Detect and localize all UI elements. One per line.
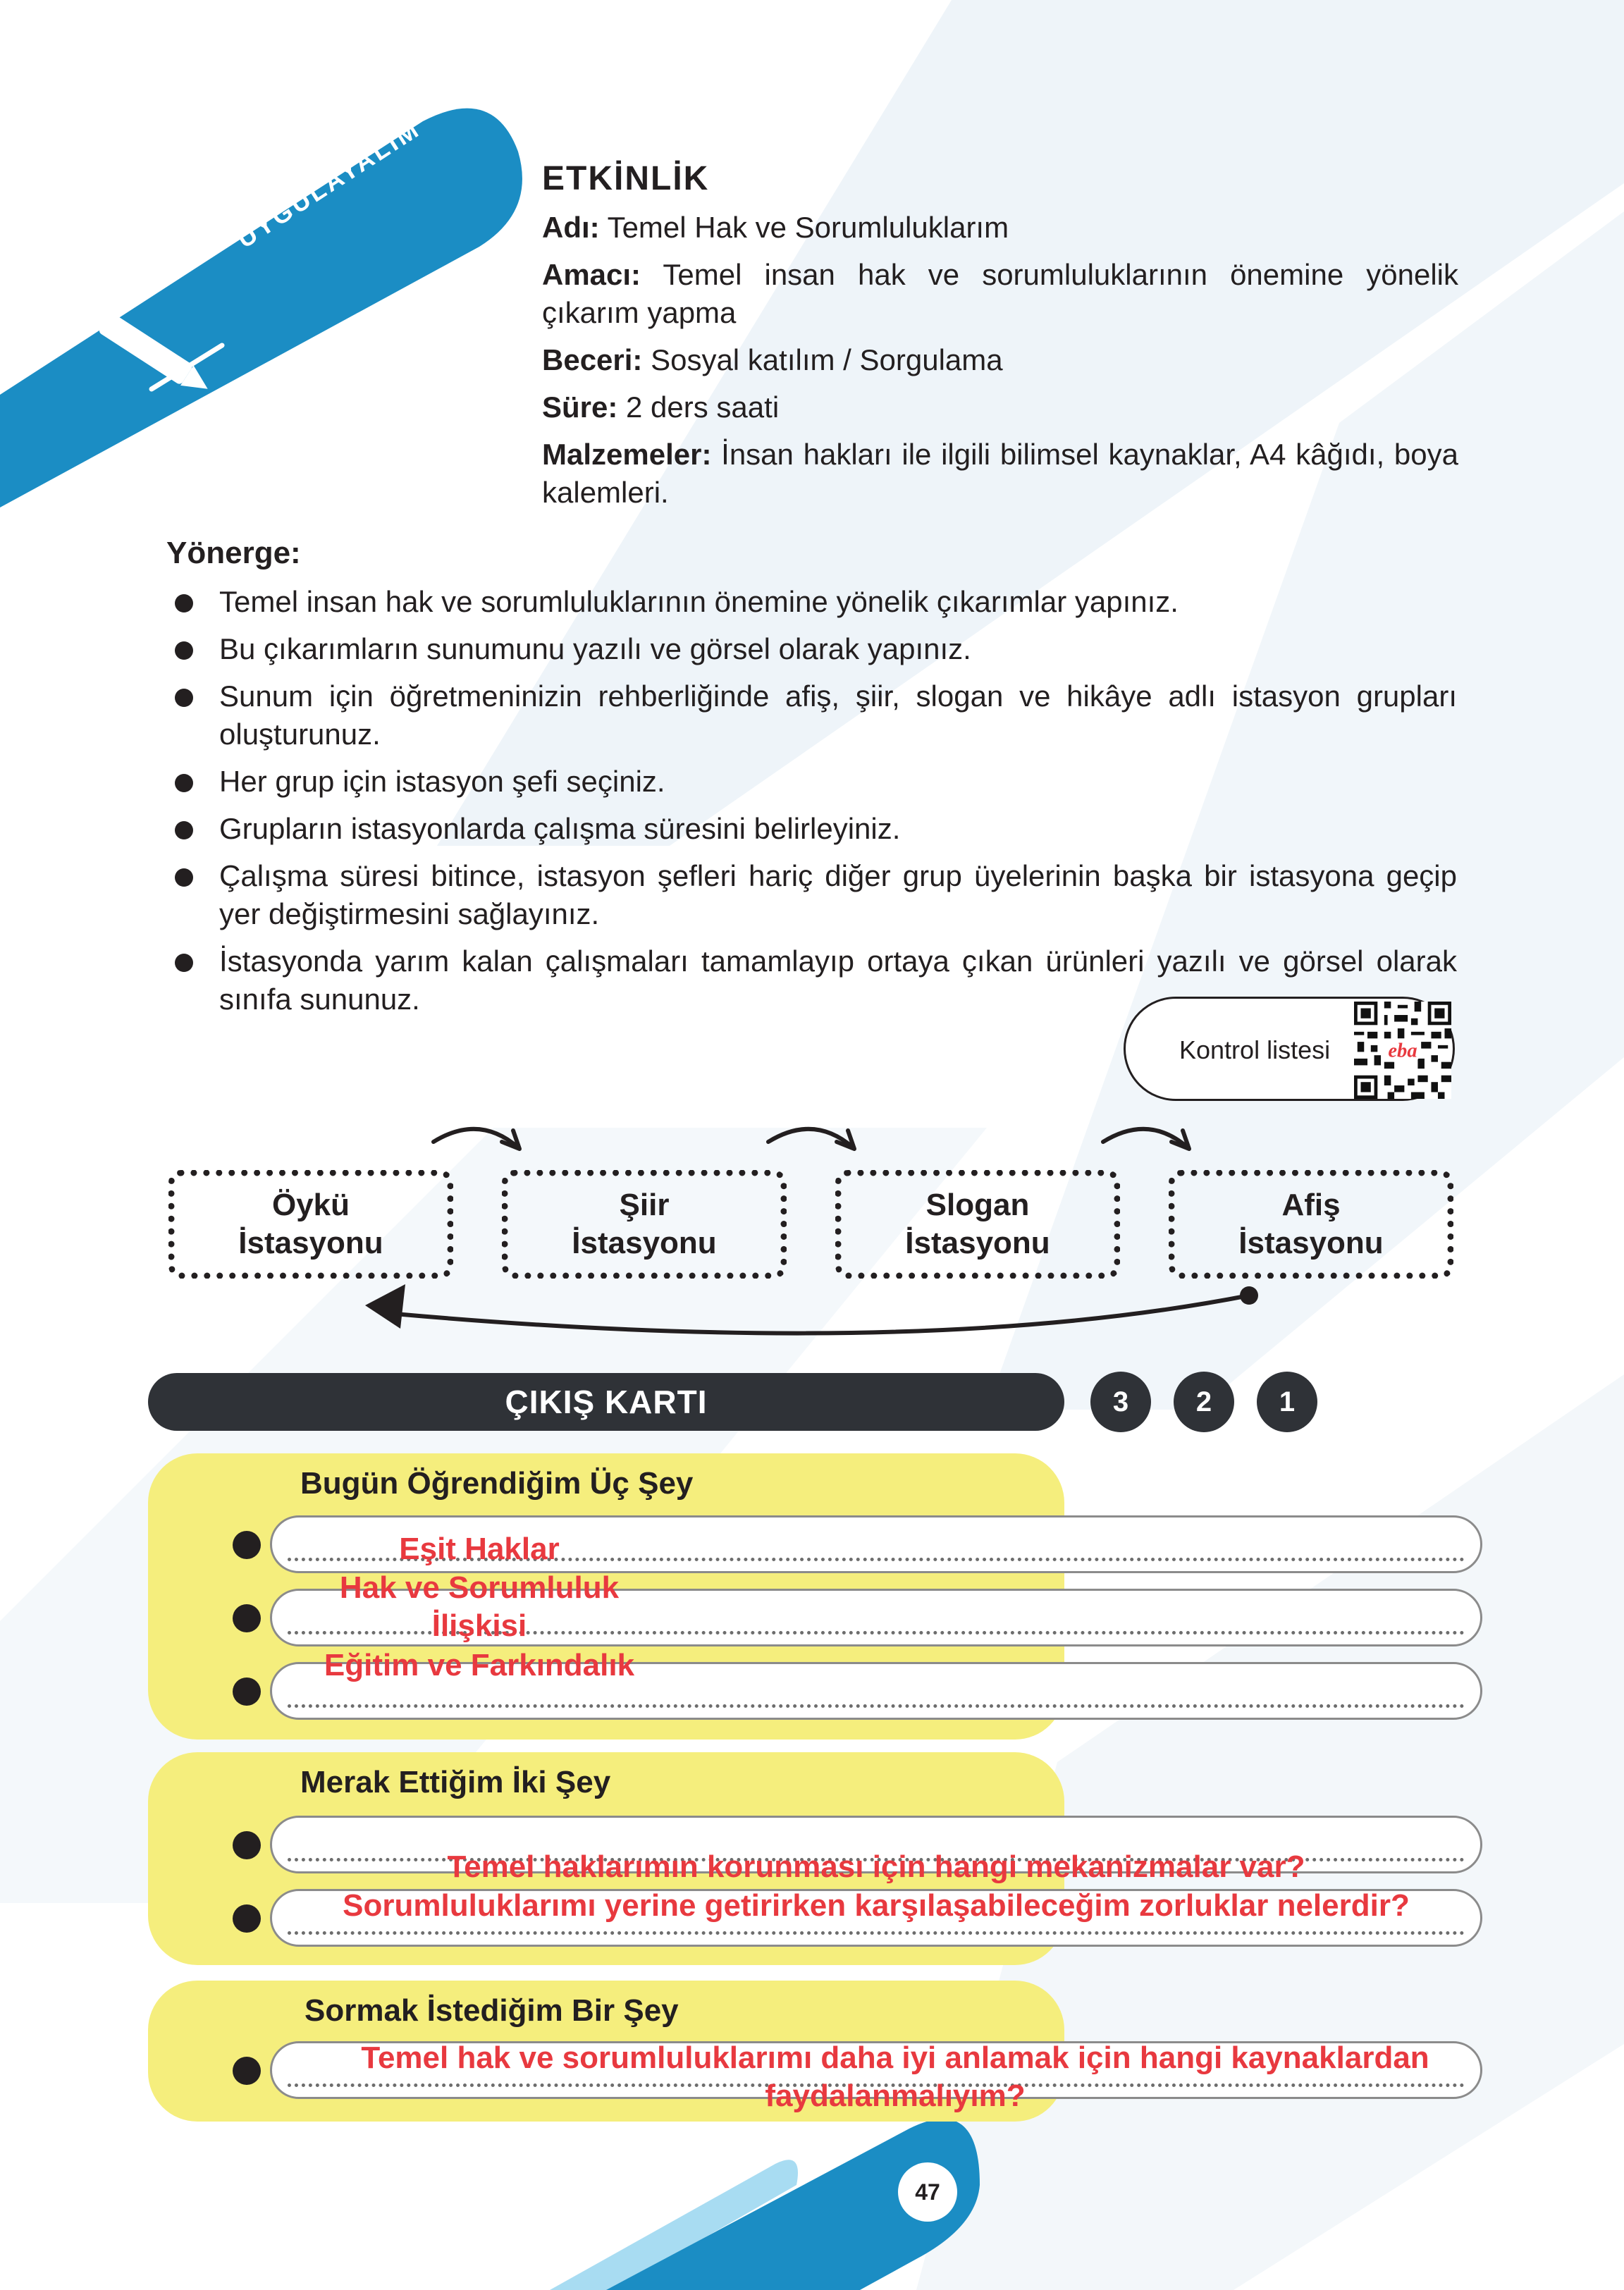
bullet-icon [175,868,193,887]
instructions-title: Yönerge: [166,536,301,570]
learned-title: Bugün Öğrendiğim Üç Şey [300,1466,694,1501]
instruction-item: Çalışma süresi bitince, istasyon şefleri hariç diğer grup üyelerinin başka bir istasyona geçip yer değiştirmesini sağlayınız. [219,859,1457,930]
bullet-icon [175,689,193,707]
activity-duration: Süre: 2 ders saati [542,390,780,424]
number-badge: 1 [1257,1372,1317,1432]
ask-answer: Temel hak ve sorumluluklarımı daha iyi anlamak için hangi kaynaklardan faydalanmalıyım? [361,2040,1429,2113]
curious-title: Merak Ettiğim İki Şey [300,1765,611,1799]
number-badge: 2 [1174,1372,1234,1432]
exit-card-title: ÇIKIŞ KARTI [148,1373,1064,1431]
page-number: 47 [898,2162,957,2222]
bullet-icon [233,1831,261,1859]
qr-code-icon[interactable] [1354,1002,1451,1099]
checklist-link[interactable] [1124,997,1455,1101]
station-poem: Şiir İstasyonu [502,1170,787,1279]
instruction-item: Grupların istasyonlarda çalışma süresini belirleyiniz. [219,812,901,845]
learned-answer: Hak ve Sorumluluk İlişkisi [339,1570,620,1643]
bullet-icon [233,1531,261,1559]
activity-skill: Beceri: Sosyal katılım / Sorgulama [542,343,1003,376]
bullet-icon [233,1678,261,1706]
qr-badge: eba [1388,1040,1417,1062]
bullet-icon [175,954,193,972]
bullet-icon [175,641,193,660]
bullet-icon [233,1604,261,1632]
curious-answer: Temel haklarımın korunması için hangi mekanizmalar var? [447,1849,1305,1884]
bullet-icon [175,774,193,792]
activity-name: Adı: Temel Hak ve Sorumluluklarım [542,211,1009,244]
ask-title: Sormak İstediğim Bir Şey [304,1993,679,2028]
learned-answer: Eşit Haklar [399,1532,560,1566]
learned-answer: Eğitim ve Farkındalık [324,1648,635,1682]
instruction-item: Bu çıkarımların sunumunu yazılı ve görsel olarak yapınız. [219,632,971,665]
checklist-label: Kontrol listesi [1179,1035,1331,1064]
curious-answer: Sorumluluklarımı yerine getirirken karşılaşabileceğim zorluklar nelerdir? [343,1888,1410,1923]
number-badge: 3 [1090,1372,1151,1432]
activity-purpose: Amacı: Temel insan hak ve sorumluluklarının önemine yönelik çıkarım yapma [542,258,1458,329]
bullet-icon [175,594,193,612]
section-ribbon-label: UYGULAYALIM [231,113,426,254]
bullet-icon [233,2057,261,2085]
station-slogan: Slogan İstasyonu [835,1170,1120,1279]
instruction-item: Temel insan hak ve sorumluluklarının önemine yönelik çıkarımlar yapınız. [219,585,1179,618]
station-story: Öykü İstasyonu [168,1170,453,1279]
station-poster: Afiş İstasyonu [1169,1170,1453,1279]
bullet-icon [175,821,193,839]
instruction-item: Sunum için öğretmeninizin rehberliğinde afiş, şiir, slogan ve hikâye adlı istasyon grupları oluşturunuz. [219,679,1457,751]
activity-materials: Malzemeler: İnsan hakları ile ilgili bilimsel kaynaklar, A4 kâğıdı, boya kalemleri. [542,438,1458,509]
instruction-item: Her grup için istasyon şefi seçiniz. [219,765,665,798]
bullet-icon [233,1904,261,1933]
activity-heading: ETKİNLİK [542,160,710,197]
instruction-item: İstasyonda yarım kalan çalışmaları tamamlayıp ortaya çıkan ürünleri yazılı ve görsel olarak sınıfa sununuz. [219,944,1457,1016]
